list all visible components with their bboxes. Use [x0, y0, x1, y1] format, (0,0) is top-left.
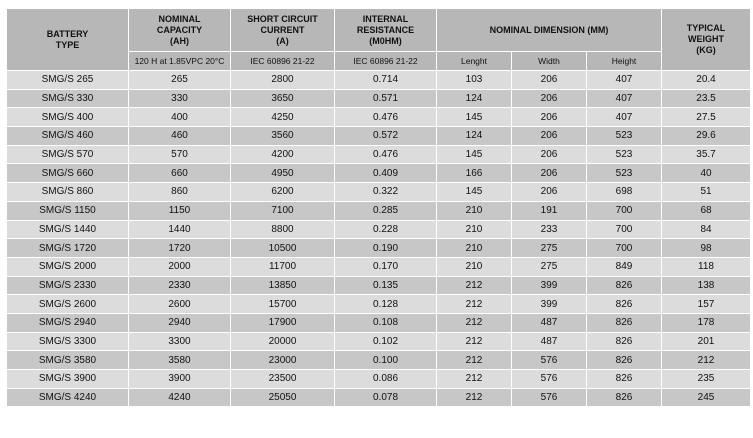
table-row — [7, 351, 751, 370]
header-capacity-line2: CAPACITY — [156, 24, 203, 35]
cell-short-circuit: 3650 — [231, 89, 335, 108]
cell-weight: 29.6 — [662, 127, 751, 146]
cell-short-circuit: 23500 — [231, 370, 335, 389]
cell-height: 826 — [587, 276, 662, 295]
cell-height: 523 — [587, 127, 662, 146]
cell-capacity: 3300 — [129, 332, 231, 351]
cell-resistance: 0.409 — [335, 164, 437, 183]
table-row — [7, 145, 751, 164]
cell-weight: 27.5 — [662, 108, 751, 127]
cell-weight: 235 — [662, 370, 751, 389]
header-sc-unit: (A) — [276, 35, 289, 46]
battery-spec-table — [6, 8, 751, 407]
table-row — [7, 164, 751, 183]
cell-length: 212 — [437, 370, 512, 389]
cell-battery-type: SMG/S 570 — [7, 145, 129, 164]
cell-weight: 51 — [662, 183, 751, 202]
cell-width: 275 — [512, 257, 587, 276]
cell-weight: 157 — [662, 295, 751, 314]
table-row — [7, 183, 751, 202]
table-row — [7, 276, 751, 295]
cell-short-circuit: 3560 — [231, 127, 335, 146]
cell-width: 399 — [512, 295, 587, 314]
subheader-height: Height — [587, 52, 662, 71]
cell-resistance: 0.135 — [335, 276, 437, 295]
cell-length: 210 — [437, 201, 512, 220]
cell-capacity: 400 — [129, 108, 231, 127]
cell-short-circuit: 25050 — [231, 388, 335, 407]
cell-height: 826 — [587, 313, 662, 332]
table-row — [7, 108, 751, 127]
cell-capacity: 3580 — [129, 351, 231, 370]
table-row — [7, 370, 751, 389]
cell-weight: 118 — [662, 257, 751, 276]
cell-width: 576 — [512, 388, 587, 407]
cell-length: 212 — [437, 295, 512, 314]
cell-width: 206 — [512, 127, 587, 146]
cell-width: 206 — [512, 108, 587, 127]
header-typical-weight — [662, 9, 751, 71]
header-capacity-line1: NOMINAL — [158, 13, 201, 24]
table-row — [7, 89, 751, 108]
cell-length: 210 — [437, 257, 512, 276]
cell-weight: 212 — [662, 351, 751, 370]
header-ir-unit: (M0HM) — [369, 35, 402, 46]
cell-width: 191 — [512, 201, 587, 220]
cell-capacity: 2600 — [129, 295, 231, 314]
cell-short-circuit: 8800 — [231, 220, 335, 239]
header-weight-line2: WEIGHT — [688, 34, 725, 44]
table-header — [7, 9, 751, 71]
cell-width: 487 — [512, 332, 587, 351]
cell-height: 700 — [587, 239, 662, 258]
cell-capacity: 460 — [129, 127, 231, 146]
cell-height: 826 — [587, 388, 662, 407]
cell-length: 145 — [437, 145, 512, 164]
cell-resistance: 0.476 — [335, 108, 437, 127]
cell-length: 103 — [437, 71, 512, 90]
cell-battery-type: SMG/S 2600 — [7, 295, 129, 314]
cell-capacity: 4240 — [129, 388, 231, 407]
cell-short-circuit: 17900 — [231, 313, 335, 332]
header-capacity-unit: (AH) — [170, 35, 189, 46]
table-row — [7, 127, 751, 146]
cell-resistance: 0.322 — [335, 183, 437, 202]
cell-weight: 138 — [662, 276, 751, 295]
table-body — [7, 71, 751, 407]
cell-capacity: 2940 — [129, 313, 231, 332]
cell-width: 233 — [512, 220, 587, 239]
cell-length: 212 — [437, 351, 512, 370]
cell-short-circuit: 4250 — [231, 108, 335, 127]
cell-short-circuit: 7100 — [231, 201, 335, 220]
cell-weight: 68 — [662, 201, 751, 220]
header-weight-line1: TYPICAL — [686, 23, 726, 33]
cell-resistance: 0.086 — [335, 370, 437, 389]
table-row — [7, 295, 751, 314]
cell-width: 275 — [512, 239, 587, 258]
cell-length: 212 — [437, 313, 512, 332]
cell-weight: 23.5 — [662, 89, 751, 108]
table-row — [7, 257, 751, 276]
cell-short-circuit: 2800 — [231, 71, 335, 90]
cell-height: 826 — [587, 351, 662, 370]
subheader-length: Lenght — [437, 52, 512, 71]
cell-capacity: 1150 — [129, 201, 231, 220]
cell-width: 206 — [512, 89, 587, 108]
cell-short-circuit: 11700 — [231, 257, 335, 276]
header-battery-type-line1: BATTERY — [46, 28, 89, 39]
cell-resistance: 0.128 — [335, 295, 437, 314]
cell-battery-type: SMG/S 1440 — [7, 220, 129, 239]
header-internal-resistance — [335, 9, 437, 52]
cell-capacity: 660 — [129, 164, 231, 183]
cell-length: 166 — [437, 164, 512, 183]
cell-height: 826 — [587, 370, 662, 389]
cell-short-circuit: 13850 — [231, 276, 335, 295]
cell-battery-type: SMG/S 2330 — [7, 276, 129, 295]
cell-battery-type: SMG/S 4240 — [7, 388, 129, 407]
cell-battery-type: SMG/S 1720 — [7, 239, 129, 258]
subheader-capacity: 120 H at 1.85VPC 20°C — [129, 52, 231, 71]
cell-height: 826 — [587, 295, 662, 314]
header-sc-line1: SHORT CIRCUIT — [247, 13, 318, 24]
cell-resistance: 0.571 — [335, 89, 437, 108]
cell-resistance: 0.170 — [335, 257, 437, 276]
cell-resistance: 0.102 — [335, 332, 437, 351]
cell-resistance: 0.190 — [335, 239, 437, 258]
cell-battery-type: SMG/S 3580 — [7, 351, 129, 370]
cell-resistance: 0.476 — [335, 145, 437, 164]
cell-height: 826 — [587, 332, 662, 351]
table-row — [7, 220, 751, 239]
header-ir-line2: RESISTANCE — [356, 24, 415, 35]
cell-battery-type: SMG/S 400 — [7, 108, 129, 127]
cell-length: 145 — [437, 108, 512, 127]
cell-width: 576 — [512, 351, 587, 370]
cell-capacity: 860 — [129, 183, 231, 202]
cell-length: 212 — [437, 332, 512, 351]
cell-battery-type: SMG/S 3300 — [7, 332, 129, 351]
cell-height: 849 — [587, 257, 662, 276]
battery-spec-table-container — [6, 8, 750, 407]
cell-length: 210 — [437, 220, 512, 239]
cell-width: 206 — [512, 145, 587, 164]
cell-length: 212 — [437, 388, 512, 407]
table-row — [7, 388, 751, 407]
cell-length: 124 — [437, 89, 512, 108]
header-battery-type — [7, 9, 129, 71]
cell-weight: 84 — [662, 220, 751, 239]
cell-battery-type: SMG/S 3900 — [7, 370, 129, 389]
cell-length: 124 — [437, 127, 512, 146]
cell-battery-type: SMG/S 2000 — [7, 257, 129, 276]
cell-short-circuit: 23000 — [231, 351, 335, 370]
cell-capacity: 2330 — [129, 276, 231, 295]
cell-short-circuit: 4200 — [231, 145, 335, 164]
header-row-main — [7, 9, 751, 52]
cell-capacity: 1440 — [129, 220, 231, 239]
cell-short-circuit: 10500 — [231, 239, 335, 258]
cell-capacity: 2000 — [129, 257, 231, 276]
cell-height: 700 — [587, 220, 662, 239]
header-ir-line1: INTERNAL — [362, 13, 409, 24]
cell-short-circuit: 6200 — [231, 183, 335, 202]
cell-height: 407 — [587, 108, 662, 127]
subheader-short-circuit: IEC 60896 21-22 — [231, 52, 335, 71]
cell-height: 407 — [587, 89, 662, 108]
cell-resistance: 0.572 — [335, 127, 437, 146]
cell-weight: 35.7 — [662, 145, 751, 164]
cell-battery-type: SMG/S 660 — [7, 164, 129, 183]
cell-weight: 98 — [662, 239, 751, 258]
header-short-circuit — [231, 9, 335, 52]
cell-weight: 40 — [662, 164, 751, 183]
cell-capacity: 1720 — [129, 239, 231, 258]
cell-width: 206 — [512, 164, 587, 183]
cell-short-circuit: 15700 — [231, 295, 335, 314]
table-row — [7, 71, 751, 90]
cell-weight: 20.4 — [662, 71, 751, 90]
cell-weight: 178 — [662, 313, 751, 332]
subheader-width: Width — [512, 52, 587, 71]
cell-height: 700 — [587, 201, 662, 220]
cell-height: 523 — [587, 145, 662, 164]
header-nominal-capacity — [129, 9, 231, 52]
cell-battery-type: SMG/S 2940 — [7, 313, 129, 332]
cell-weight: 245 — [662, 388, 751, 407]
cell-weight: 201 — [662, 332, 751, 351]
cell-height: 523 — [587, 164, 662, 183]
cell-resistance: 0.100 — [335, 351, 437, 370]
cell-length: 145 — [437, 183, 512, 202]
cell-battery-type: SMG/S 265 — [7, 71, 129, 90]
cell-width: 487 — [512, 313, 587, 332]
cell-resistance: 0.228 — [335, 220, 437, 239]
header-sc-line2: CURRENT — [260, 24, 305, 35]
cell-width: 206 — [512, 71, 587, 90]
table-row — [7, 201, 751, 220]
subheader-resistance: IEC 60896 21-22 — [335, 52, 437, 71]
cell-resistance: 0.108 — [335, 313, 437, 332]
cell-capacity: 570 — [129, 145, 231, 164]
cell-battery-type: SMG/S 1150 — [7, 201, 129, 220]
table-row — [7, 332, 751, 351]
cell-short-circuit: 20000 — [231, 332, 335, 351]
cell-capacity: 330 — [129, 89, 231, 108]
cell-capacity: 3900 — [129, 370, 231, 389]
cell-width: 399 — [512, 276, 587, 295]
cell-length: 212 — [437, 276, 512, 295]
cell-capacity: 265 — [129, 71, 231, 90]
cell-length: 210 — [437, 239, 512, 258]
cell-width: 576 — [512, 370, 587, 389]
cell-resistance: 0.714 — [335, 71, 437, 90]
header-nominal-dimension: NOMINAL DIMENSION (MM) — [437, 9, 662, 52]
cell-battery-type: SMG/S 860 — [7, 183, 129, 202]
cell-height: 407 — [587, 71, 662, 90]
table-row — [7, 313, 751, 332]
table-row — [7, 239, 751, 258]
cell-width: 206 — [512, 183, 587, 202]
cell-short-circuit: 4950 — [231, 164, 335, 183]
cell-resistance: 0.078 — [335, 388, 437, 407]
cell-battery-type: SMG/S 330 — [7, 89, 129, 108]
header-weight-unit: (KG) — [696, 45, 716, 55]
cell-resistance: 0.285 — [335, 201, 437, 220]
cell-height: 698 — [587, 183, 662, 202]
cell-battery-type: SMG/S 460 — [7, 127, 129, 146]
header-battery-type-line2: TYPE — [55, 39, 80, 50]
